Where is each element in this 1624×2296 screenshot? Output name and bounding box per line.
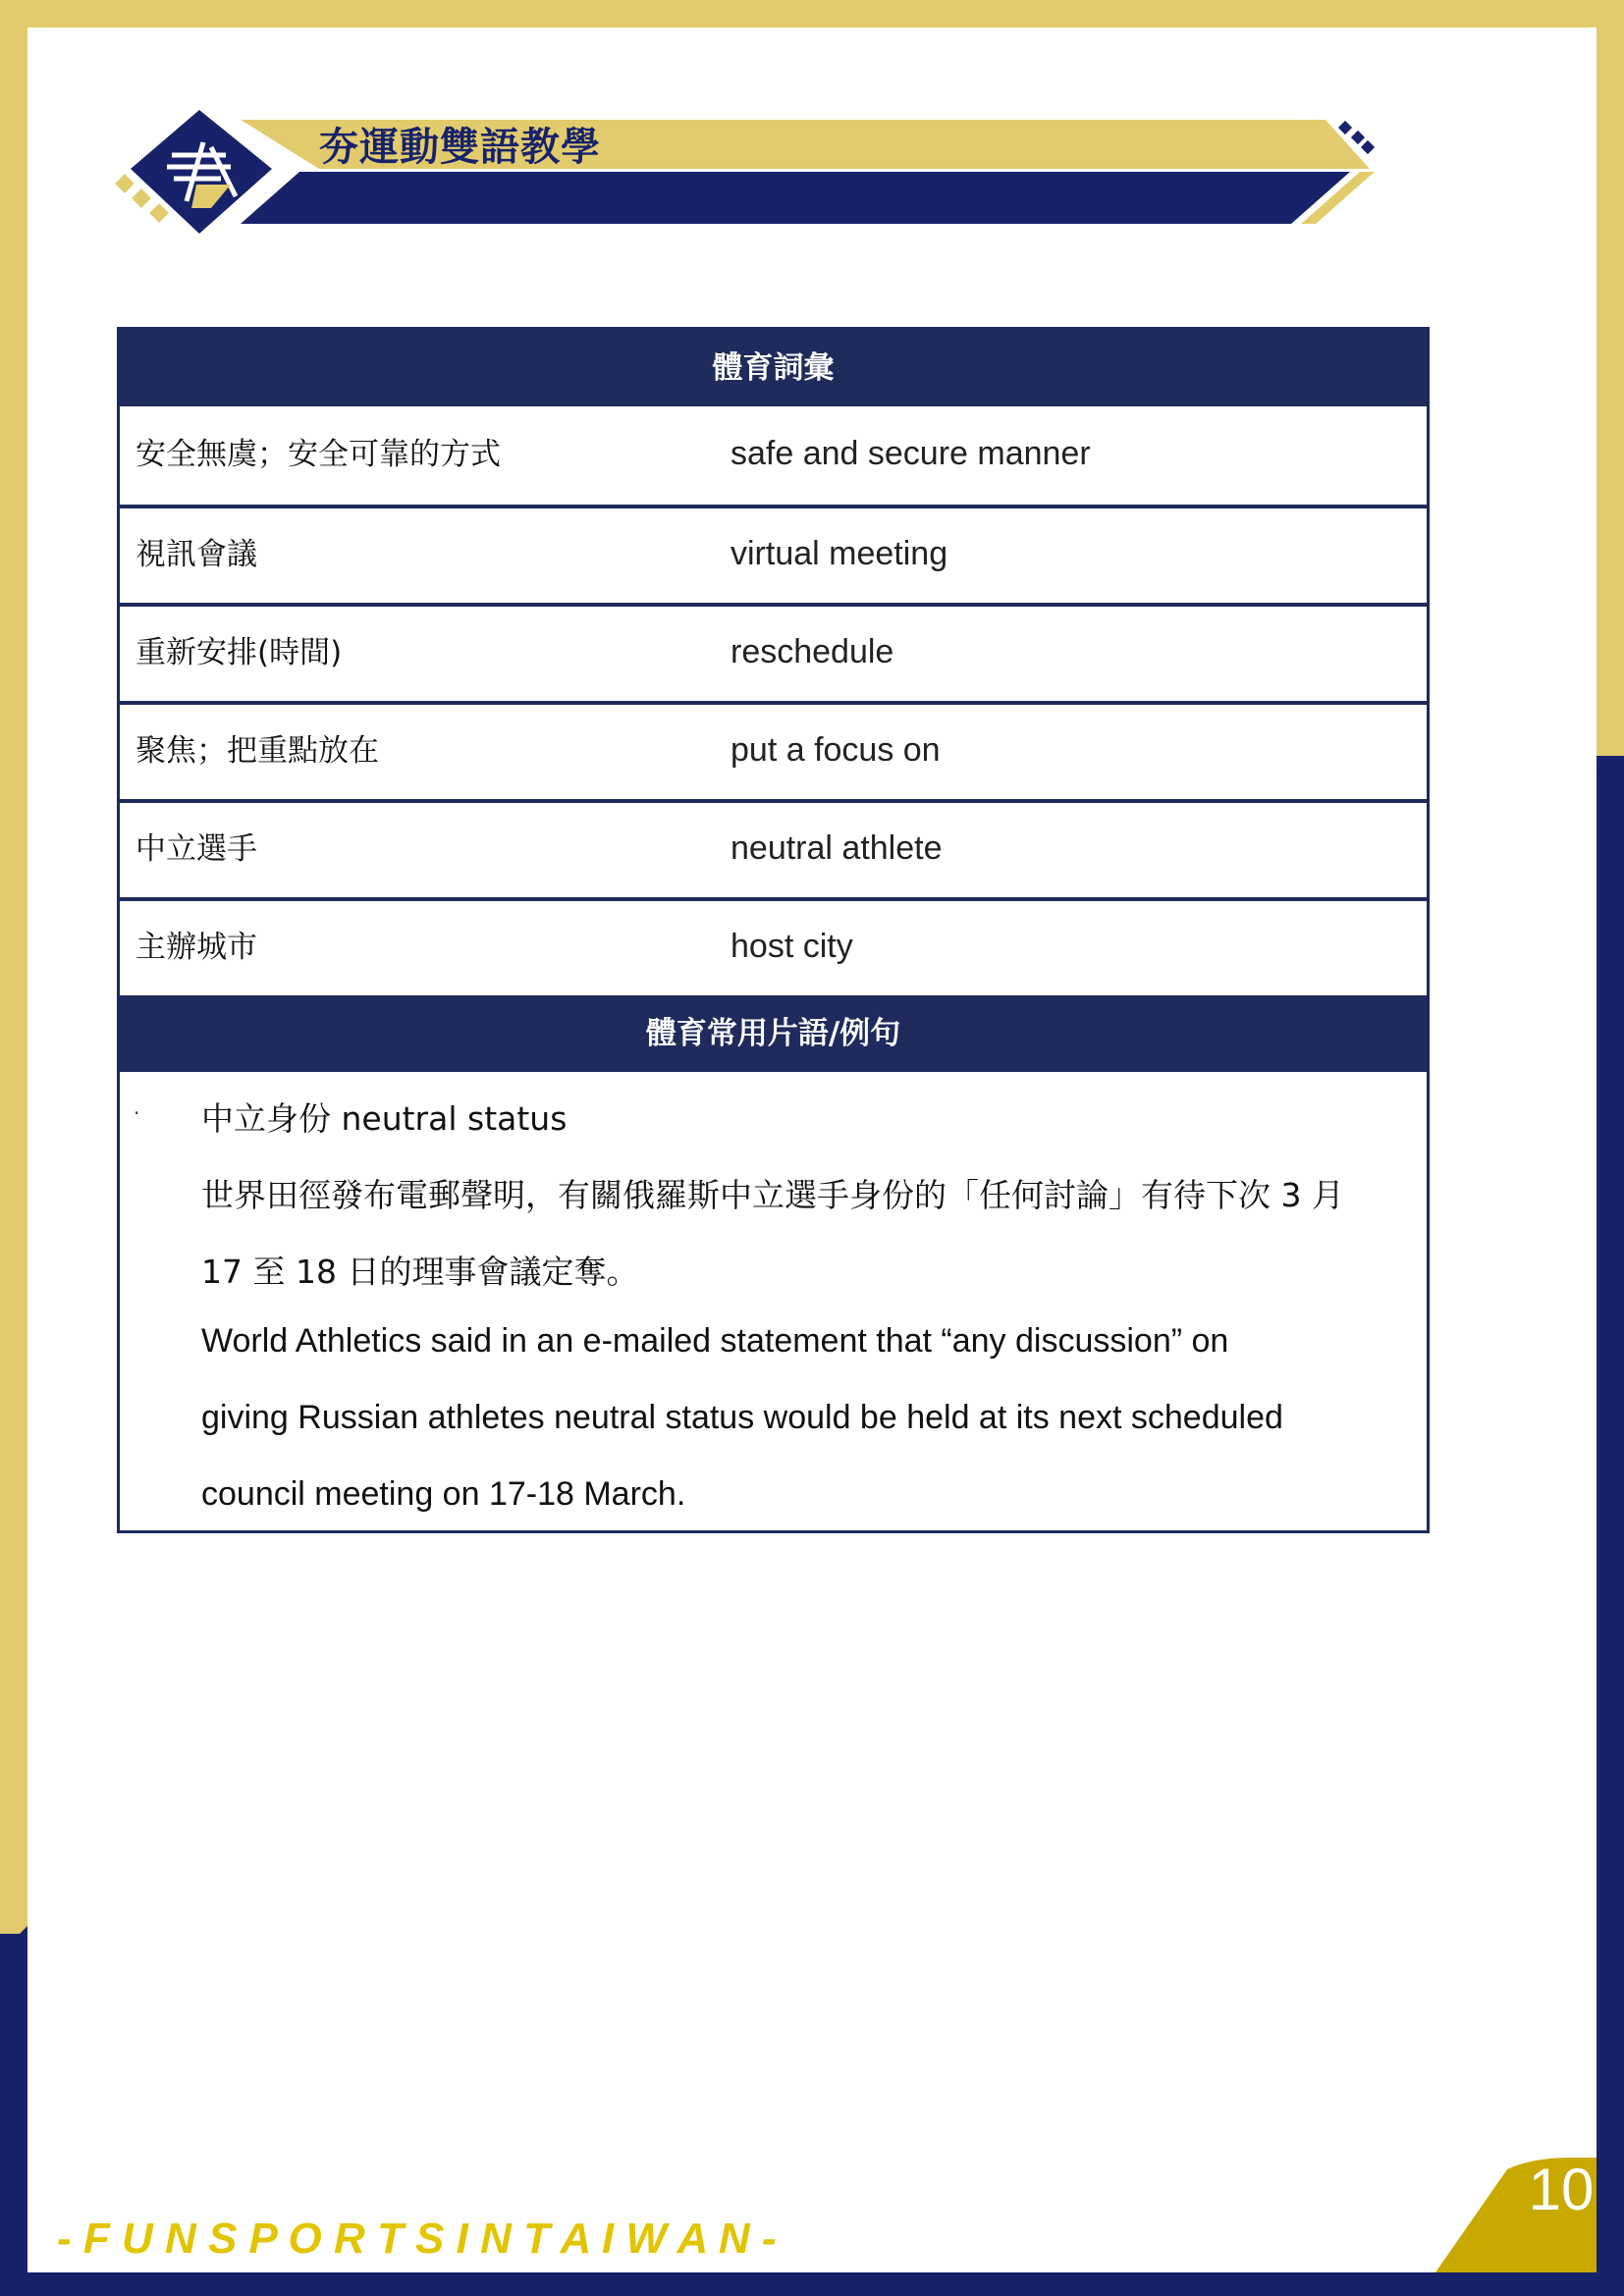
- vocab-zh: 安全無虞；安全可靠的方式: [135, 436, 501, 472]
- vocab-zh: 主辦城市: [135, 929, 257, 965]
- phrase-term: 中立身份 neutral status: [201, 1099, 568, 1138]
- phrases-body: [120, 1072, 1427, 1530]
- phrases-heading: 體育常用片語/例句: [120, 995, 1427, 1072]
- vocab-zh: 聚焦；把重點放在: [135, 732, 379, 769]
- vocab-heading: 體育詞彙: [120, 330, 1427, 406]
- phrase-en-line: World Athletics said in an e-mailed statement that “any discussion” on: [201, 1322, 1229, 1360]
- table-row: [120, 897, 1427, 995]
- phrase-zh-line: 17 至 18 日的理事會議定奪。: [201, 1253, 639, 1291]
- table-row: [120, 603, 1427, 701]
- frame-bottom-navy-strip: [0, 2272, 1624, 2296]
- vocab-en: virtual meeting: [731, 534, 948, 572]
- table-row: [120, 406, 1427, 505]
- list-bullet: ·: [134, 1101, 140, 1125]
- footer-tagline: - F U N S P O R T S I N T A I W A N -: [57, 2215, 777, 2263]
- vocab-en: put a focus on: [731, 730, 941, 769]
- phrase-zh-line: 世界田徑發布電郵聲明，有關俄羅斯中立選手身份的「任何討論」有待下次 3 月: [201, 1176, 1344, 1214]
- vocab-zh: 重新安排(時間): [135, 634, 343, 670]
- vocab-en: host city: [731, 927, 853, 965]
- vocab-zh: 視訊會議: [135, 536, 257, 572]
- vocab-zh: 中立選手: [135, 830, 257, 867]
- vocab-table: [117, 327, 1430, 1533]
- phrase-en-line: council meeting on 17-18 March.: [201, 1475, 686, 1513]
- table-row: [120, 505, 1427, 603]
- header-banner: [113, 98, 1380, 245]
- page-number: 10: [1528, 2157, 1595, 2222]
- vocab-en: safe and secure manner: [731, 434, 1091, 472]
- table-row: [120, 799, 1427, 897]
- phrase-en-line: giving Russian athletes neutral status would be held at its next scheduled: [201, 1399, 1283, 1436]
- table-row: [120, 701, 1427, 799]
- page-title: 夯運動雙語教學: [319, 125, 601, 170]
- vocab-en: reschedule: [731, 632, 894, 670]
- vocab-en: neutral athlete: [731, 828, 943, 867]
